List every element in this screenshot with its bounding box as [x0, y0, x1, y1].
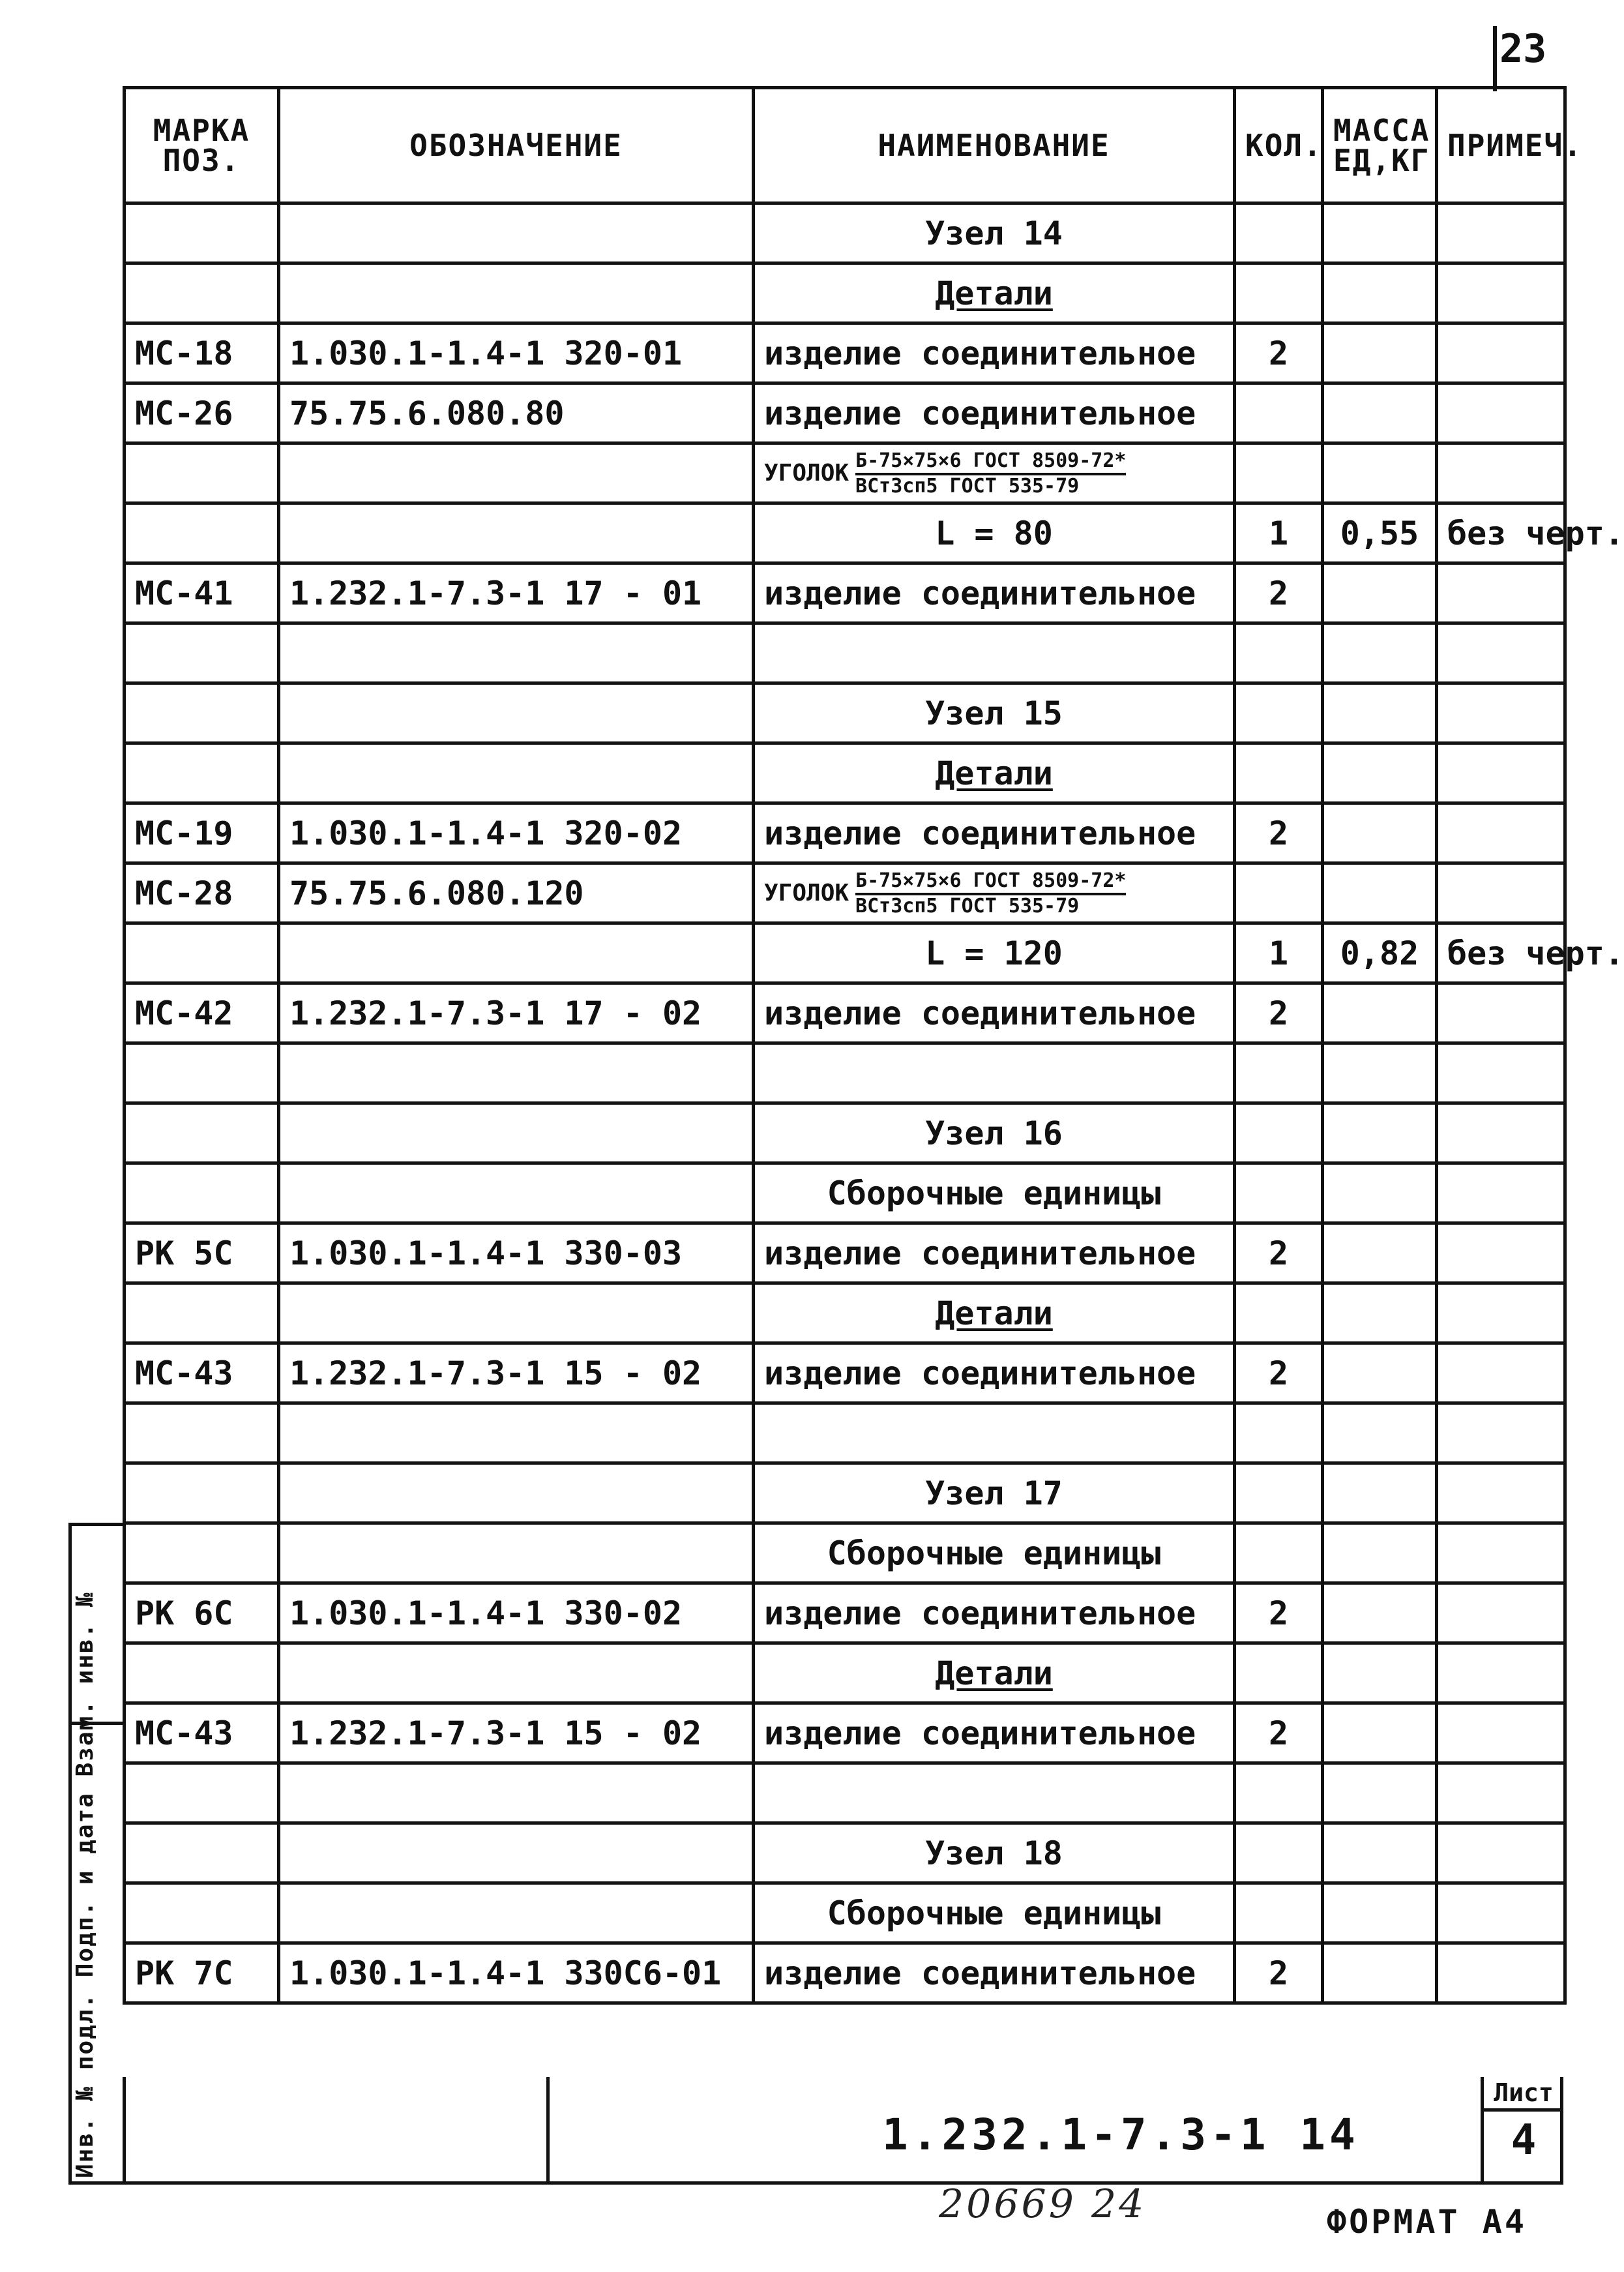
sheet-label: Лист: [1484, 2077, 1563, 2112]
cell-name: [754, 383, 1235, 443]
cell-mass: [1323, 1163, 1437, 1223]
format-label: ФОРМАТ А4: [1327, 2203, 1527, 2241]
cell-designation: [279, 623, 754, 683]
cell-name: [754, 1223, 1235, 1283]
cell-mass: [1323, 1943, 1437, 2003]
table-row: [125, 683, 1565, 743]
cell-mark: [125, 1763, 279, 1823]
table-row: [125, 1163, 1565, 1223]
table-row: [125, 1643, 1565, 1703]
cell-mark: РК 5С: [125, 1223, 279, 1283]
cell-qty: 1: [1235, 923, 1323, 983]
cell-mark: [125, 743, 279, 803]
cell-name: [754, 983, 1235, 1043]
cell-designation: [279, 1403, 754, 1463]
cell-mass: [1323, 623, 1437, 683]
cell-mass: [1323, 683, 1437, 743]
cell-qty: [1235, 743, 1323, 803]
cell-name: [754, 263, 1235, 323]
table-row: [125, 263, 1565, 323]
header-mark: МАРКА ПОЗ.: [125, 88, 279, 203]
cell-designation: [279, 1043, 754, 1103]
cell-designation: 1.232.1-7.3-1 17 - 01: [279, 563, 754, 623]
section-heading: L = 80: [935, 514, 1053, 552]
cell-note: [1437, 383, 1565, 443]
cell-name: [754, 1343, 1235, 1403]
cell-mark: [125, 263, 279, 323]
table-row: [125, 1703, 1565, 1763]
table-row: [125, 1943, 1565, 2003]
cell-designation: 1.030.1-1.4-1 330-02: [279, 1583, 754, 1643]
section-heading: Узел 16: [925, 1114, 1063, 1152]
table-row: [125, 743, 1565, 803]
item-name: изделие соединительное: [764, 394, 1196, 432]
cell-mass: [1323, 1823, 1437, 1883]
cell-mark: [125, 1043, 279, 1103]
cell-mass: [1323, 1403, 1437, 1463]
cell-designation: 1.030.1-1.4-1 320-01: [279, 323, 754, 383]
table-row: [125, 1343, 1565, 1403]
cell-name: [754, 1943, 1235, 2003]
cell-note: [1437, 1763, 1565, 1823]
cell-name: [754, 803, 1235, 863]
cell-qty: [1235, 1283, 1323, 1343]
cell-qty: [1235, 683, 1323, 743]
cell-mark: [125, 443, 279, 503]
material-spec: [855, 870, 1126, 917]
cell-name: [754, 863, 1235, 923]
cell-mass: [1323, 1583, 1437, 1643]
cell-designation: [279, 1103, 754, 1163]
item-name: изделие соединительное: [764, 1714, 1196, 1752]
cell-qty: [1235, 1403, 1323, 1463]
cell-mass: [1323, 1283, 1437, 1343]
table-row: [125, 443, 1565, 503]
cell-qty: [1235, 1883, 1323, 1943]
cell-name: [754, 443, 1235, 503]
cell-designation: 1.232.1-7.3-1 15 - 02: [279, 1703, 754, 1763]
cell-name: [754, 1043, 1235, 1103]
section-heading: Сборочные единицы: [827, 1174, 1161, 1212]
cell-qty: [1235, 1163, 1323, 1223]
table-row: [125, 923, 1565, 983]
table-row: [125, 503, 1565, 563]
cell-designation: [279, 743, 754, 803]
cell-designation: 1.232.1-7.3-1 15 - 02: [279, 1343, 754, 1403]
cell-mass: [1323, 203, 1437, 263]
table-row: [125, 1523, 1565, 1583]
section-heading: Узел 14: [925, 214, 1063, 252]
table-row: [125, 623, 1565, 683]
cell-mark: МС-43: [125, 1703, 279, 1763]
header-row: [125, 88, 1565, 203]
cell-mark: МС-42: [125, 983, 279, 1043]
cell-note: [1437, 263, 1565, 323]
binding-margin-text: Инв. № подл. Подп. и дата Взам. инв. №: [72, 1591, 98, 2178]
cell-note: [1437, 623, 1565, 683]
cell-designation: 75.75.6.080.120: [279, 863, 754, 923]
cell-mark: [125, 623, 279, 683]
item-name: изделие соединительное: [764, 1954, 1196, 1992]
cell-note: [1437, 1523, 1565, 1583]
cell-designation: [279, 683, 754, 743]
cell-designation: [279, 1823, 754, 1883]
table-row: [125, 1283, 1565, 1343]
cell-designation: 1.030.1-1.4-1 330С6-01: [279, 1943, 754, 2003]
cell-note: [1437, 743, 1565, 803]
cell-qty: 2: [1235, 803, 1323, 863]
section-heading: Детали: [935, 1654, 1053, 1692]
item-name: изделие соединительное: [764, 574, 1196, 612]
cell-mark: МС-41: [125, 563, 279, 623]
cell-mark: МС-18: [125, 323, 279, 383]
material-profile: Б-75×75×6 ГОСТ 8509-72*: [855, 450, 1126, 475]
cell-mass: [1323, 1763, 1437, 1823]
cell-mark: [125, 1643, 279, 1703]
material-label: УГОЛОК: [764, 459, 849, 486]
cell-mark: [125, 1883, 279, 1943]
cell-mass: 0,82: [1323, 923, 1437, 983]
cell-mark: МС-43: [125, 1343, 279, 1403]
cell-designation: 1.030.1-1.4-1 330-03: [279, 1223, 754, 1283]
cell-qty: [1235, 1823, 1323, 1883]
header-note: ПРИМЕЧ.: [1437, 88, 1565, 203]
cell-mass: [1323, 383, 1437, 443]
table-row: [125, 1463, 1565, 1523]
cell-mass: [1323, 443, 1437, 503]
cell-mass: [1323, 1463, 1437, 1523]
cell-name: [754, 1163, 1235, 1223]
cell-note: [1437, 443, 1565, 503]
cell-qty: [1235, 863, 1323, 923]
cell-name: [754, 743, 1235, 803]
cell-designation: 75.75.6.080.80: [279, 383, 754, 443]
cell-mass: [1323, 1103, 1437, 1163]
corner-mark: [1493, 26, 1497, 91]
cell-qty: [1235, 623, 1323, 683]
cell-designation: [279, 1523, 754, 1583]
title-block: [123, 2077, 1563, 2185]
cell-qty: 2: [1235, 563, 1323, 623]
cell-name: [754, 1883, 1235, 1943]
cell-qty: 2: [1235, 983, 1323, 1043]
cell-qty: [1235, 203, 1323, 263]
header-designation: ОБОЗНАЧЕНИЕ: [279, 88, 754, 203]
item-name: изделие соединительное: [764, 1234, 1196, 1272]
cell-name: [754, 1823, 1235, 1883]
cell-mass: [1323, 983, 1437, 1043]
cell-mark: [125, 503, 279, 563]
cell-designation: [279, 443, 754, 503]
cell-name: [754, 623, 1235, 683]
cell-name: [754, 1643, 1235, 1703]
cell-mark: [125, 683, 279, 743]
cell-name: [754, 923, 1235, 983]
cell-name: [754, 323, 1235, 383]
table-row: [125, 803, 1565, 863]
cell-designation: [279, 203, 754, 263]
cell-mass: [1323, 863, 1437, 923]
cell-note: [1437, 1163, 1565, 1223]
cell-note: [1437, 323, 1565, 383]
cell-note: [1437, 1943, 1565, 2003]
cell-mark: МС-28: [125, 863, 279, 923]
cell-note: [1437, 1643, 1565, 1703]
cell-note: [1437, 1343, 1565, 1403]
cell-note: [1437, 1103, 1565, 1163]
table-row: [125, 1763, 1565, 1823]
cell-note: [1437, 203, 1565, 263]
cell-mark: РК 7С: [125, 1943, 279, 2003]
cell-qty: [1235, 1103, 1323, 1163]
cell-name: [754, 1463, 1235, 1523]
table-row: [125, 383, 1565, 443]
cell-qty: [1235, 1763, 1323, 1823]
cell-designation: [279, 1763, 754, 1823]
cell-mass: [1323, 263, 1437, 323]
cell-mass: [1323, 1703, 1437, 1763]
material-grade: ВСт3сп5 ГОСТ 535-79: [855, 894, 1080, 918]
item-name: изделие соединительное: [764, 1354, 1196, 1392]
page-corner-number: 23: [1499, 26, 1547, 72]
cell-qty: 2: [1235, 1703, 1323, 1763]
cell-designation: [279, 923, 754, 983]
cell-qty: [1235, 1643, 1323, 1703]
cell-name: [754, 1523, 1235, 1583]
cell-mark: [125, 1103, 279, 1163]
cell-qty: [1235, 1463, 1323, 1523]
table-row: [125, 1403, 1565, 1463]
cell-name: [754, 683, 1235, 743]
cell-qty: [1235, 443, 1323, 503]
cell-mass: [1323, 1043, 1437, 1103]
cell-qty: 2: [1235, 1943, 1323, 2003]
sheet-number: 4: [1511, 2116, 1537, 2164]
cell-note: [1437, 863, 1565, 923]
cell-qty: 2: [1235, 1223, 1323, 1283]
cell-name: [754, 1283, 1235, 1343]
section-heading: Детали: [935, 274, 1053, 312]
section-heading: Узел 15: [925, 694, 1063, 732]
cell-note: [1437, 1403, 1565, 1463]
header-mass: МАССА ЕД,КГ: [1323, 88, 1437, 203]
section-heading: L = 120: [925, 934, 1063, 972]
title-block-divider: [546, 2077, 550, 2181]
table-row: [125, 1223, 1565, 1283]
header-qty: КОЛ.: [1235, 88, 1323, 203]
cell-note: [1437, 1043, 1565, 1103]
cell-mark: [125, 1283, 279, 1343]
cell-designation: [279, 503, 754, 563]
cell-qty: [1235, 1523, 1323, 1583]
cell-note: [1437, 983, 1565, 1043]
cell-designation: [279, 1643, 754, 1703]
cell-mass: [1323, 1643, 1437, 1703]
cell-note: [1437, 1583, 1565, 1643]
sheet-box: [1481, 2077, 1563, 2181]
cell-note: [1437, 1823, 1565, 1883]
cell-mass: [1323, 1523, 1437, 1583]
table-row: [125, 1103, 1565, 1163]
table-row: [125, 863, 1565, 923]
item-name: изделие соединительное: [764, 334, 1196, 372]
cell-mark: МС-19: [125, 803, 279, 863]
cell-note: [1437, 683, 1565, 743]
cell-note: [1437, 1703, 1565, 1763]
document-code: 1.232.1-7.3-1 14: [882, 2110, 1359, 2160]
table-row: [125, 563, 1565, 623]
cell-designation: 1.030.1-1.4-1 320-02: [279, 803, 754, 863]
cell-qty: 2: [1235, 1343, 1323, 1403]
cell-qty: [1235, 1043, 1323, 1103]
table-body: [125, 203, 1624, 2003]
cell-mark: [125, 1463, 279, 1523]
cell-mass: [1323, 1223, 1437, 1283]
cell-qty: [1235, 383, 1323, 443]
cell-designation: [279, 263, 754, 323]
cell-name: [754, 563, 1235, 623]
cell-name: [754, 203, 1235, 263]
table-row: [125, 1883, 1565, 1943]
material-spec: [855, 450, 1126, 497]
cell-mass: [1323, 1343, 1437, 1403]
cell-note: без черт.: [1437, 923, 1565, 983]
cell-mark: [125, 1523, 279, 1583]
table-row: [125, 1823, 1565, 1883]
section-heading: Сборочные единицы: [827, 1534, 1161, 1572]
cell-mass: 0,55: [1323, 503, 1437, 563]
cell-name: [754, 1703, 1235, 1763]
cell-name: [754, 1583, 1235, 1643]
cell-mark: [125, 1823, 279, 1883]
cell-note: [1437, 563, 1565, 623]
cell-mark: РК 6С: [125, 1583, 279, 1643]
section-heading: Узел 18: [925, 1834, 1063, 1872]
cell-mass: [1323, 323, 1437, 383]
cell-designation: 1.232.1-7.3-1 17 - 02: [279, 983, 754, 1043]
item-name: изделие соединительное: [764, 994, 1196, 1032]
table-row: [125, 1583, 1565, 1643]
section-heading: Узел 17: [925, 1474, 1063, 1512]
cell-note: без черт.: [1437, 503, 1565, 563]
cell-mass: [1323, 803, 1437, 863]
cell-mass: [1323, 563, 1437, 623]
cell-note: [1437, 803, 1565, 863]
header-name: НАИМЕНОВАНИЕ: [754, 88, 1235, 203]
cell-qty: [1235, 263, 1323, 323]
material-profile: Б-75×75×6 ГОСТ 8509-72*: [855, 870, 1126, 895]
section-heading: Детали: [935, 1294, 1053, 1332]
cell-mark: [125, 1403, 279, 1463]
cell-qty: 1: [1235, 503, 1323, 563]
item-name: изделие соединительное: [764, 1594, 1196, 1632]
cell-name: [754, 1763, 1235, 1823]
specification-table: [123, 86, 1624, 2005]
cell-note: [1437, 1283, 1565, 1343]
material-label: УГОЛОК: [764, 879, 849, 906]
cell-mark: МС-26: [125, 383, 279, 443]
cell-designation: [279, 1883, 754, 1943]
cell-designation: [279, 1463, 754, 1523]
cell-mark: [125, 1163, 279, 1223]
item-name: изделие соединительное: [764, 814, 1196, 852]
cell-note: [1437, 1883, 1565, 1943]
handwritten-note: 20669 24: [939, 2181, 1147, 2227]
material-grade: ВСт3сп5 ГОСТ 535-79: [855, 474, 1080, 498]
cell-qty: 2: [1235, 1583, 1323, 1643]
cell-mass: [1323, 1883, 1437, 1943]
cell-designation: [279, 1163, 754, 1223]
cell-name: [754, 1103, 1235, 1163]
cell-name: [754, 1403, 1235, 1463]
table-row: [125, 203, 1565, 263]
table-row: [125, 983, 1565, 1043]
table-row: [125, 1043, 1565, 1103]
section-heading: Сборочные единицы: [827, 1894, 1161, 1932]
cell-mass: [1323, 743, 1437, 803]
cell-mark: [125, 203, 279, 263]
cell-note: [1437, 1463, 1565, 1523]
cell-designation: [279, 1283, 754, 1343]
cell-qty: 2: [1235, 323, 1323, 383]
cell-mark: [125, 923, 279, 983]
section-heading: Детали: [935, 754, 1053, 792]
cell-note: [1437, 1223, 1565, 1283]
cell-name: [754, 503, 1235, 563]
table-row: [125, 323, 1565, 383]
